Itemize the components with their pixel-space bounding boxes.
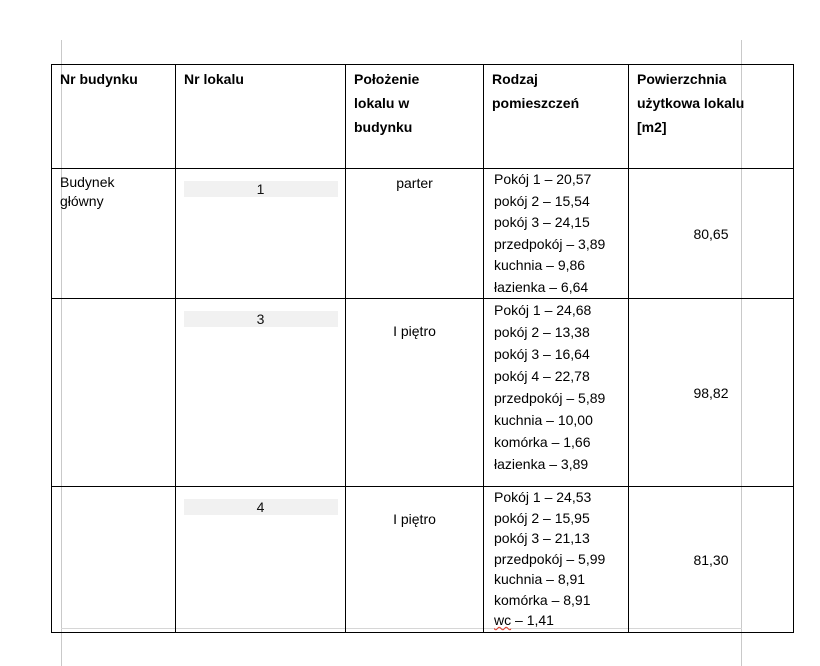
rooms-cell: Pokój 1 – 20,57 pokój 2 – 15,54 pokój 3 – 24,15 przedpokój – 3,89 kuchnia – 9,86 łazienka – 6,64: [484, 169, 629, 299]
unit-cell: 1: [176, 169, 346, 299]
table-row: [52, 487, 794, 633]
header-unit-no: Nr lokalu: [176, 65, 346, 169]
area-cell: 98,82: [629, 299, 794, 487]
location-cell: I piętro: [346, 299, 484, 487]
wc-entry: wc – 1,41: [494, 612, 554, 628]
table-header-row: [52, 65, 794, 169]
unit-cell: 4: [176, 487, 346, 633]
header-room-types: Rodzaj pomieszczeń: [484, 65, 629, 169]
table-row: [52, 169, 794, 299]
premises-table: [51, 64, 794, 633]
header-area: Powierzchnia użytkowa lokalu [m2]: [629, 65, 794, 169]
location-cell: I piętro: [346, 487, 484, 633]
header-building-no: Nr budynku: [52, 65, 176, 169]
unit-cell: 3: [176, 299, 346, 487]
building-cell: Budynek główny: [52, 169, 176, 299]
location-cell: parter: [346, 169, 484, 299]
table-row: [52, 299, 794, 487]
area-cell: 80,65: [629, 169, 794, 299]
rooms-cell: Pokój 1 – 24,53 pokój 2 – 15,95 pokój 3 – 21,13 przedpokój – 5,99 kuchnia – 8,91 komórka – 8,91 wc – 1,41: [484, 487, 629, 633]
header-location: Położenie lokalu w budynku: [346, 65, 484, 169]
area-cell: 81,30: [629, 487, 794, 633]
building-cell: [52, 487, 176, 633]
building-cell: [52, 299, 176, 487]
rooms-cell: Pokój 1 – 24,68 pokój 2 – 13,38 pokój 3 – 16,64 pokój 4 – 22,78 przedpokój – 5,89 kuchnia – 10,00 komórka – 1,66 łazienka – 3,89: [484, 299, 629, 487]
